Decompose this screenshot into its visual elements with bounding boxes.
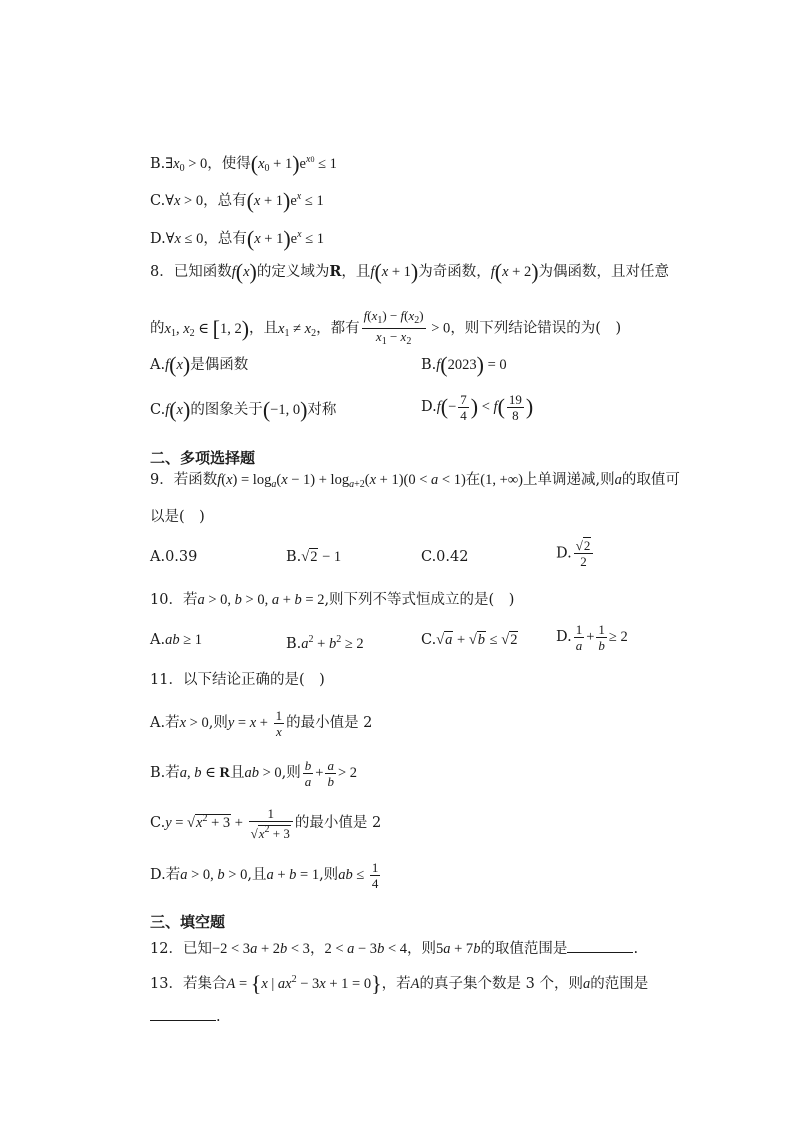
q10-option-a: A.ab ≥ 1: [150, 632, 203, 648]
q9-option-b: B.√2 − 1: [286, 549, 342, 565]
q11-option-d: D.若a > 0, b > 0,且a + b = 1,则ab ≤ $\frac{1}{4}$: [150, 860, 379, 891]
q8-option-a: A.f(x)是偶函数: [150, 352, 249, 377]
q9-option-c: C.0.42: [421, 549, 469, 565]
q11-stem: 11．以下结论正确的是( ): [150, 672, 325, 688]
q10-option-c: C.√a + √b ≤ √2: [421, 632, 518, 648]
q8-stem-line-2: 的$x_1$, $x_2$ ∈ [1, 2)，且$x_1 \ne x_2$，都有 $\frac{f(x_1) - f(x_2)}{x_1 - x_2}$ > 0，则下列结论错误的为( ): [150, 308, 622, 347]
q11-option-b: B.若a, b ∈ R且ab > 0,则 $\frac{b}{a}$ + $\frac{a}{b}$ > 2: [150, 758, 358, 789]
q10-stem: 10．若a > 0, b > 0, a + b = 2,则下列不等式恒成立的是( ): [150, 592, 515, 608]
q7-option-b: $B.\exists x_0 > 0$，使得$(x_0 + 1)e^{x0} \le 1$: [150, 151, 337, 176]
q8-option-d: D.f(− $\frac{7}{4}$ ) < f( $\frac{19}{8}$ ): [421, 392, 534, 423]
q13-stem: 13．若集合A = {x | $ax^2 - 3x + 1 = 0$}，若A的真子集个数是 3 个，则a的范围是: [150, 971, 649, 996]
q8-difference-quotient: $\frac{f(x_1) - f(x_2)}{x_1 - x_2}$: [363, 308, 424, 347]
q7-option-b-math-2: $(x_0 + 1)e^{x0} \le 1$: [250, 151, 337, 176]
q12-stem: 12．已知−2 < 3a + 2b < 3，2 < a − 3b < 4，则5a + 7b的取值范围是 .: [150, 938, 734, 959]
q10-option-d: D. $\frac{1}{a}$ + $\frac{1}{b}$ ≥ 2: [556, 622, 628, 653]
q10-option-b: $B.a^2 + b^2 \ge 2$: [286, 634, 364, 652]
q9-stem-line-2: 以是( ): [150, 509, 205, 525]
q7-option-d: D.∀x ≤ 0，总有$(x + 1)e^x \le 1$: [150, 226, 325, 251]
q8-option-b: B.f(2023) = 0: [421, 352, 507, 377]
q9-option-a: A.0.39: [150, 549, 198, 565]
q8-option-c: C.f(x)的图象关于(−1, 0)对称: [150, 397, 337, 422]
q11-option-a: A.若x > 0,则y = x + $\frac{1}{x}$ 的最小值是 2: [150, 708, 373, 739]
q7-option-c: C.∀x > 0，总有$(x + 1)e^x \le 1$: [150, 188, 324, 213]
q9-stem-line-1: 9．若函数$f(x) = \log_a(x - 1) + \log_{a+2}(x + 1)(0 < a < 1)$在(1, +∞)上单调递减,则a的取值可: [150, 472, 680, 490]
q11-option-c: $C.y = √x^2 + 3$ + $\frac{1}{√x^2 + 3}$ 的最小值是 2: [150, 806, 382, 841]
q8-stem-line-1: 8．已知函数f(x)的定义域为R，且f(x + 1)为奇函数，f(x + 2)为偶函数，且对任意: [150, 259, 670, 284]
section-title-multiple-choice: 二、多项选择题: [150, 449, 256, 467]
section-title-fill-in: 三、填空题: [150, 913, 226, 931]
q13-answer-line: .: [150, 1006, 734, 1027]
q7-option-b-math-1: $\exists x_0 > 0$: [165, 156, 208, 174]
q13-answer-blank: [150, 1006, 216, 1021]
q9-option-d: D. $\frac{√2}{2}$: [556, 538, 595, 569]
q12-answer-blank: [567, 938, 633, 953]
